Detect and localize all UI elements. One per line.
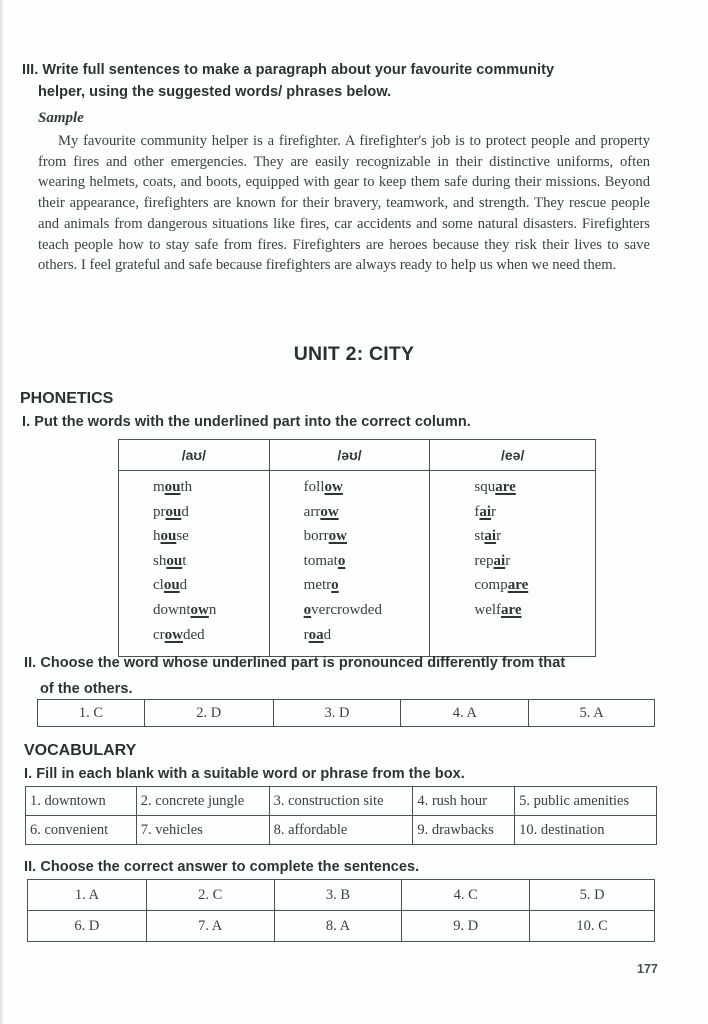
word-box-cell: 1. downtown xyxy=(26,787,137,816)
phonetic-word xyxy=(153,623,269,648)
word-prefix: welf xyxy=(474,601,502,618)
underlined-sound: o xyxy=(331,577,339,594)
word-suffix: se xyxy=(176,528,189,545)
word-prefix: borr xyxy=(303,528,329,545)
underlined-sound: ai xyxy=(493,552,506,569)
underlined-sound: are xyxy=(507,577,529,594)
answer-cell: 3. D xyxy=(273,700,401,727)
phonetic-word xyxy=(474,573,595,598)
answer-cell: 10. C xyxy=(530,911,655,942)
underlined-sound: ow xyxy=(328,528,348,545)
answer-cell: 3. B xyxy=(274,880,402,911)
phonetic-word xyxy=(153,573,269,598)
word-box-cell: 7. vehicles xyxy=(136,816,269,845)
word-prefix: cr xyxy=(153,626,165,643)
word-prefix: squ xyxy=(474,479,496,495)
word-prefix: comp xyxy=(474,577,508,594)
phonetic-word xyxy=(304,500,430,525)
column-header-ou: /əʊ/ xyxy=(269,440,430,471)
phonetics-ex1-instruction: I. Put the words with the underlined part into the correct column. xyxy=(22,414,471,430)
word-suffix: r xyxy=(491,503,497,520)
phonetic-word xyxy=(153,524,269,549)
word-suffix: r xyxy=(505,552,511,569)
column-ea-words xyxy=(430,471,596,657)
page-edge xyxy=(0,0,4,1024)
word-prefix: foll xyxy=(303,479,325,495)
underlined-sound: are xyxy=(495,479,516,495)
underlined-sound: ou xyxy=(160,528,177,545)
word-box-cell: 6. convenient xyxy=(26,816,137,845)
phonetic-word xyxy=(474,549,595,574)
answer-cell: 5. A xyxy=(529,700,655,727)
word-prefix: sh xyxy=(153,552,167,569)
word-suffix: th xyxy=(180,479,193,495)
word-suffix: ded xyxy=(183,626,205,643)
phonetic-word xyxy=(474,475,595,500)
phonetic-word xyxy=(304,573,430,598)
column-au-words xyxy=(119,471,270,657)
word-suffix: d xyxy=(323,626,332,643)
exercise-3-instruction-line-2: helper, using the suggested words/ phrases below. xyxy=(38,84,392,100)
phonetic-word xyxy=(474,500,595,525)
vocabulary-ex2-instruction: II. Choose the correct answer to complete the sentences. xyxy=(24,859,420,875)
answer-cell: 8. A xyxy=(274,911,402,942)
answer-cell: 4. A xyxy=(401,700,529,727)
word-prefix: cl xyxy=(153,577,164,594)
phonetic-word xyxy=(304,549,430,574)
underlined-sound: ow xyxy=(190,601,209,618)
page-number: 177 xyxy=(637,962,658,976)
underlined-sound: ou xyxy=(166,552,183,569)
answer-cell: 2. D xyxy=(144,700,273,727)
word-prefix: r xyxy=(303,626,309,643)
vocabulary-word-box xyxy=(25,786,657,845)
answer-cell: 4. C xyxy=(402,880,530,911)
underlined-sound: ow xyxy=(320,503,339,520)
answer-cell: 5. D xyxy=(530,880,655,911)
phonetic-word xyxy=(474,598,595,623)
word-suffix: vercrowded xyxy=(311,601,382,618)
phonetic-word xyxy=(304,598,430,623)
word-prefix: arr xyxy=(303,503,321,520)
answer-cell: 1. A xyxy=(28,880,147,911)
word-prefix: metr xyxy=(303,577,332,594)
phonetic-word xyxy=(474,524,595,549)
answer-cell: 7. A xyxy=(146,911,274,942)
unit-title: UNIT 2: CITY xyxy=(293,343,415,365)
word-prefix: rep xyxy=(474,552,494,569)
phonetic-word xyxy=(153,549,269,574)
vocabulary-ex1-instruction: I. Fill in each blank with a suitable word or phrase from the box. xyxy=(24,766,465,782)
answer-cell: 9. D xyxy=(402,911,530,942)
column-ou-words xyxy=(269,471,430,657)
word-box-cell: 8. affordable xyxy=(269,816,413,845)
sample-label: Sample xyxy=(38,110,84,126)
exercise-3-instruction-line-1: III. Write full sentences to make a paragraph about your favourite community xyxy=(22,62,555,78)
word-prefix: pr xyxy=(153,503,166,520)
word-box-cell: 2. concrete jungle xyxy=(136,787,269,816)
underlined-sound: o xyxy=(337,552,346,569)
word-box-cell: 5. public amenities xyxy=(515,787,657,816)
word-box-cell: 3. construction site xyxy=(269,787,413,816)
phonetics-sound-table xyxy=(118,439,596,657)
word-suffix: t xyxy=(182,552,187,569)
word-prefix: tomat xyxy=(303,552,338,569)
answer-cell: 6. D xyxy=(28,911,147,942)
sample-paragraph: My favourite community helper is a firefighter. A firefighter's job is to protect people and property from fires and other emergencies. They are easily recognizable in their distinctive uniforms, often wearing helmets, coats, and boots, equipped with gear to keep them safe during their missions. Beyond their appearance, firefighters are known for their bravery, teamwork, and strength. They rescue people and animals from dangerous situations like fires, car accidents and some natural disasters. Firefighters teach people how to stay safe from fires. Firefighters are heroes because they risk their lives to save others. I feel grateful and safe because firefighters are always ready to help us when we need them. xyxy=(38,133,650,274)
phonetic-word xyxy=(153,475,269,500)
answer-cell: 1. C xyxy=(38,700,145,727)
word-suffix: d xyxy=(181,503,189,520)
column-header-ea: /eə/ xyxy=(430,440,596,471)
word-prefix: f xyxy=(474,503,480,520)
phonetics-heading: PHONETICS xyxy=(20,390,114,407)
phonetic-word xyxy=(153,598,269,623)
word-prefix: downt xyxy=(153,601,191,618)
underlined-sound: ai xyxy=(479,503,492,520)
underlined-sound: ou xyxy=(164,479,181,495)
word-box-cell: 10. destination xyxy=(515,816,657,845)
underlined-sound: oa xyxy=(308,626,324,643)
answer-cell: 2. C xyxy=(146,880,274,911)
underlined-sound: ow xyxy=(324,479,343,495)
vocabulary-ex2-answer-table xyxy=(27,879,655,942)
word-box-cell: 9. drawbacks xyxy=(413,816,515,845)
word-prefix: st xyxy=(474,528,485,545)
underlined-sound: ou xyxy=(165,503,182,520)
vocabulary-heading: VOCABULARY xyxy=(24,742,137,759)
word-prefix: h xyxy=(153,528,161,545)
underlined-sound: o xyxy=(303,601,312,618)
phonetic-word xyxy=(304,524,430,549)
word-suffix: n xyxy=(208,601,217,618)
underlined-sound: ai xyxy=(484,528,497,545)
phonetics-ex2-instruction-line-2: of the others. xyxy=(40,681,133,697)
column-header-au: /aʊ/ xyxy=(119,440,270,471)
word-suffix: r xyxy=(496,528,502,545)
phonetics-ex2-answer-table xyxy=(37,699,655,727)
word-prefix: m xyxy=(153,479,165,495)
word-box-cell: 4. rush hour xyxy=(413,787,515,816)
underlined-sound: ou xyxy=(163,577,180,594)
phonetics-ex2-instruction-line-1: II. Choose the word whose underlined part is pronounced differently from that xyxy=(24,655,566,671)
phonetic-word xyxy=(153,500,269,525)
underlined-sound: ow xyxy=(164,626,183,643)
phonetic-word xyxy=(304,475,430,500)
phonetic-word xyxy=(304,623,430,648)
word-suffix: d xyxy=(179,577,188,594)
underlined-sound: are xyxy=(501,601,522,618)
